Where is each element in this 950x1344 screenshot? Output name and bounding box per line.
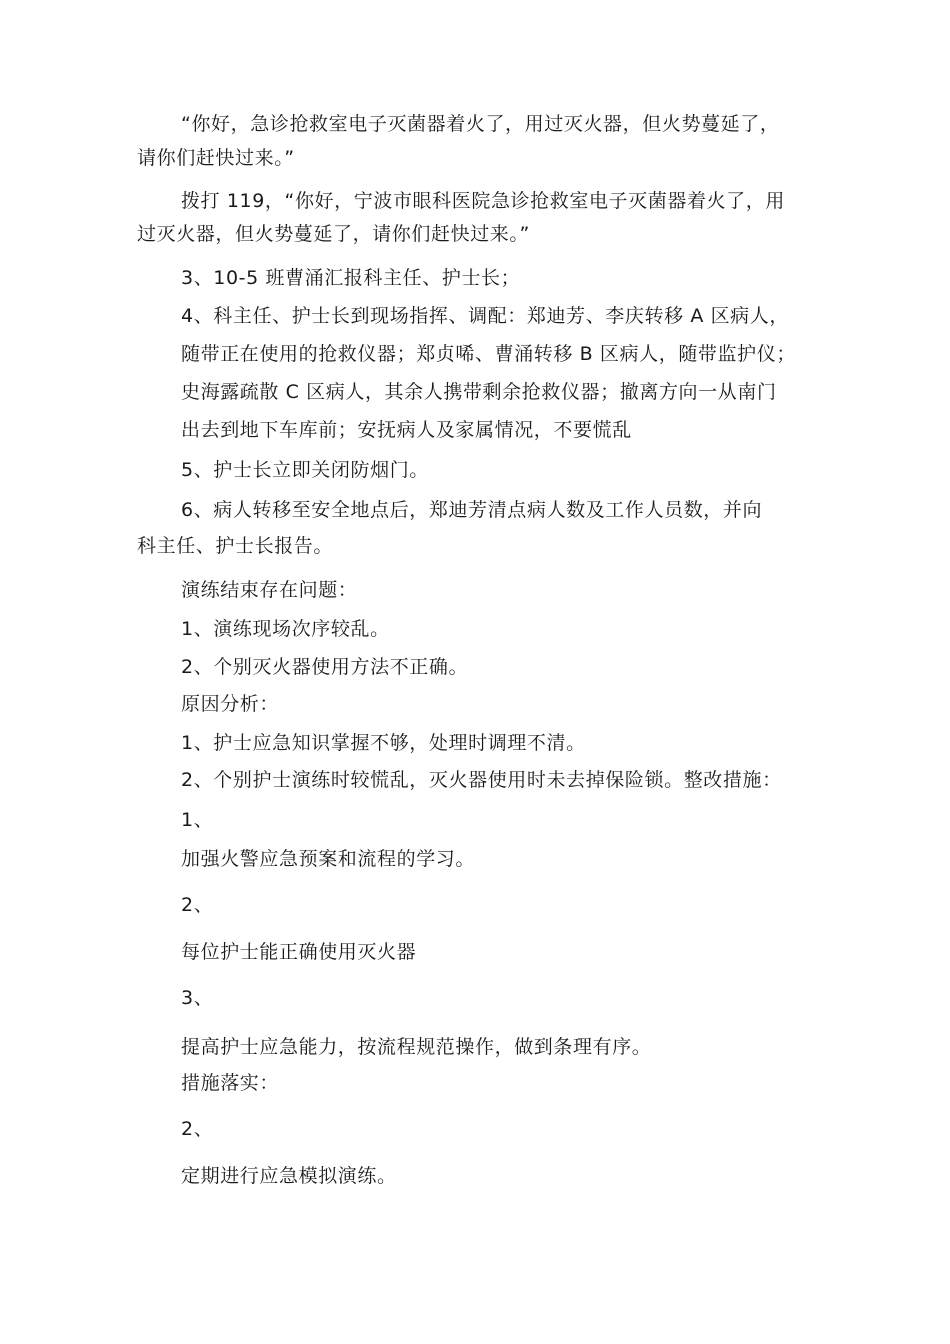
text-line-6: 4、科主任、护士长到现场指挥、调配：郑迪芳、李庆转移 A 区病人， (181, 305, 789, 327)
text-line-23: 3、 (181, 987, 214, 1009)
text-line-12: 科主任、护士长报告。 (137, 535, 334, 557)
text-line-27: 定期进行应急模拟演练。 (181, 1165, 397, 1187)
text-line-15: 2、个别灭火器使用方法不正确。 (181, 656, 469, 678)
text-line-13: 演练结束存在问题： (181, 579, 358, 601)
text-line-19: 1、 (181, 809, 214, 831)
text-line-5: 3、10-5 班曹涌汇报科主任、护士长； (181, 267, 521, 289)
text-line-26: 2、 (181, 1118, 214, 1140)
text-line-10: 5、护士长立即关闭防烟门。 (181, 459, 429, 481)
text-line-3: 拨打 119，“你好，宁波市眼科医院急诊抢救室电子灭菌器着火了，用 (181, 190, 785, 212)
text-line-16: 原因分析： (181, 693, 280, 715)
text-line-4: 过灭火器，但火势蔓延了，请你们赶快过来。” (137, 223, 530, 245)
text-line-9: 出去到地下车库前；安抚病人及家属情况，不要慌乱 (181, 419, 632, 441)
text-line-1: “你好，急诊抢救室电子灭菌器着火了，用过灭火器，但火势蔓延了， (181, 113, 780, 135)
text-line-2: 请你们赶快过来。” (137, 147, 295, 169)
text-line-22: 每位护士能正确使用灭火器 (181, 941, 417, 963)
text-line-18: 2、个别护士演练时较慌乱，灭火器使用时未去掉保险锁。整改措施： (181, 769, 782, 791)
text-line-25: 措施落实： (181, 1072, 280, 1094)
text-line-14: 1、演练现场次序较乱。 (181, 618, 390, 640)
text-line-8: 史海露疏散 C 区病人，其余人携带剩余抢救仪器；撤离方向一从南门 (181, 381, 777, 403)
text-line-7: 随带正在使用的抢救仪器；郑贞唏、曹涌转移 B 区病人，随带监护仪； (181, 343, 796, 365)
text-line-17: 1、护士应急知识掌握不够，处理时调理不清。 (181, 732, 586, 754)
text-line-20: 加强火警应急预案和流程的学习。 (181, 848, 476, 870)
text-line-21: 2、 (181, 894, 214, 916)
text-line-11: 6、病人转移至安全地点后，郑迪芳清点病人数及工作人员数，并向 (181, 499, 763, 521)
text-line-24: 提高护士应急能力，按流程规范操作，做到条理有序。 (181, 1036, 652, 1058)
